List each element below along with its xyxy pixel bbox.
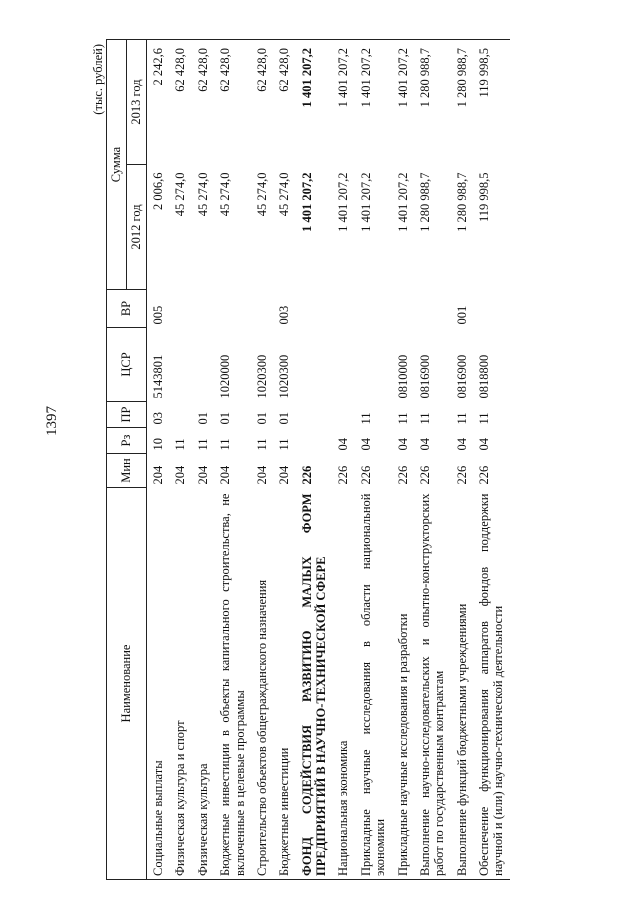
row-2012: 1 401 207,2 xyxy=(336,172,351,232)
row-vr xyxy=(332,290,354,328)
row-vr: 001 xyxy=(454,305,469,325)
row-2013: 62 428,0 xyxy=(214,40,251,165)
row-name: ФОНД СОДЕЙСТВИЯ РАЗВИТИЮ МАЛЫХ ФОРМ ПРЕДПРИЯТИЙ В НАУЧНО-ТЕХНИЧЕСКОЙ СФЕРЕ xyxy=(296,488,333,880)
row-2012: 45 274,0 xyxy=(218,172,233,217)
row-rz: 11 xyxy=(254,438,269,451)
row-csr: 0816900 xyxy=(454,354,469,399)
row-name: Обеспечение функционирования аппаратов фондов поддержки научной и (или) научно-технической деятельности xyxy=(473,488,510,880)
row-2013: 1 280 988,7 xyxy=(414,40,451,165)
row-vr xyxy=(392,290,414,328)
row-csr: 0818800 xyxy=(477,354,491,399)
row-rz: 11 xyxy=(277,438,292,451)
table-row xyxy=(473,40,510,880)
row-csr xyxy=(296,328,333,402)
row-min: 226 xyxy=(395,465,410,485)
page-number: 1397 xyxy=(44,406,60,436)
row-csr: 1020300 xyxy=(277,354,292,399)
row-pr: 01 xyxy=(254,412,269,425)
row-2012: 45 274,0 xyxy=(277,172,292,217)
header-sum: Сумма xyxy=(107,40,127,290)
row-name: Выполнение научно-исследовательских и опытно-конструкторских работ по государственным контрактам xyxy=(414,488,451,880)
row-2013: 1 401 207,2 xyxy=(392,40,414,165)
row-vr xyxy=(214,290,251,328)
row-vr: 003 xyxy=(277,305,292,325)
row-csr: 1020000 xyxy=(218,354,233,399)
row-name: Выполнение функций бюджетными учреждениями xyxy=(451,488,473,880)
row-rz xyxy=(296,428,333,454)
row-rz: 04 xyxy=(358,438,373,451)
row-min: 204 xyxy=(173,465,188,485)
row-pr: 11 xyxy=(477,412,491,425)
row-2013: 1 401 207,2 xyxy=(296,40,333,165)
row-rz: 04 xyxy=(454,438,469,451)
row-2012: 45 274,0 xyxy=(254,172,269,217)
row-rz: 04 xyxy=(417,438,432,451)
row-2013: 62 428,0 xyxy=(169,40,191,165)
row-vr xyxy=(296,290,333,328)
table-row xyxy=(251,40,273,880)
row-2012: 45 274,0 xyxy=(173,172,188,217)
header-name: Наименование xyxy=(107,488,147,880)
table-body xyxy=(147,40,510,880)
header-rz: Рз xyxy=(107,428,147,454)
row-min: 226 xyxy=(336,465,351,485)
row-2012: 1 401 207,2 xyxy=(358,172,373,232)
table-row xyxy=(451,40,473,880)
row-rz: 04 xyxy=(395,438,410,451)
row-min: 204 xyxy=(195,465,210,485)
row-2012: 2 006,6 xyxy=(151,172,165,210)
row-min: 226 xyxy=(299,465,314,485)
row-min: 226 xyxy=(358,465,373,485)
row-name: Строительство объектов общегражданского назначения xyxy=(251,488,273,880)
row-pr: 01 xyxy=(277,412,292,425)
row-name: Физическая культура xyxy=(192,488,214,880)
row-2013: 1 280 988,7 xyxy=(451,40,473,165)
header-min: Мин xyxy=(107,454,147,488)
row-min: 226 xyxy=(477,465,491,485)
row-rz: 11 xyxy=(195,438,210,451)
row-2013: 62 428,0 xyxy=(273,40,295,165)
table-row xyxy=(147,40,170,880)
budget-table xyxy=(106,39,510,880)
row-csr: 0810000 xyxy=(395,354,410,399)
row-csr xyxy=(192,328,214,402)
table-row xyxy=(332,40,354,880)
row-min: 204 xyxy=(277,465,292,485)
row-min: 226 xyxy=(454,465,469,485)
row-pr: 11 xyxy=(358,412,373,425)
rotated-page xyxy=(90,40,560,880)
table-row xyxy=(355,40,392,880)
table-row xyxy=(214,40,251,880)
header-pr: ПР xyxy=(107,402,147,428)
table-row xyxy=(169,40,191,880)
table-row xyxy=(273,40,295,880)
table-row xyxy=(392,40,414,880)
row-csr xyxy=(332,328,354,402)
row-csr: 5143801 xyxy=(151,354,165,399)
row-2012: 1 280 988,7 xyxy=(454,172,469,232)
row-name: Социальные выплаты xyxy=(147,488,170,880)
row-vr xyxy=(355,290,392,328)
row-min: 204 xyxy=(254,465,269,485)
header-2012: 2012 год xyxy=(127,165,147,290)
row-2012: 1 401 207,2 xyxy=(299,172,314,232)
row-2013: 1 401 207,2 xyxy=(332,40,354,165)
header-vr: ВР xyxy=(107,290,147,328)
row-rz: 04 xyxy=(336,438,351,451)
row-csr: 0816900 xyxy=(417,354,432,399)
units-label: (тыс. рублей) xyxy=(91,44,105,115)
row-pr: 11 xyxy=(454,412,469,425)
row-pr xyxy=(169,402,191,428)
table-row xyxy=(296,40,333,880)
table-row xyxy=(192,40,214,880)
row-name: Национальная экономика xyxy=(332,488,354,880)
row-rz: 11 xyxy=(218,438,233,451)
row-2012: 119 998,5 xyxy=(477,172,491,223)
header-csr: ЦСР xyxy=(107,328,147,402)
row-2012: 1 280 988,7 xyxy=(417,172,432,232)
row-2012: 1 401 207,2 xyxy=(395,172,410,232)
row-pr: 03 xyxy=(151,412,165,425)
row-2012: 45 274,0 xyxy=(195,172,210,217)
row-name: Бюджетные инвестиции xyxy=(273,488,295,880)
row-2013: 62 428,0 xyxy=(192,40,214,165)
row-rz: 11 xyxy=(173,438,188,451)
row-pr: 11 xyxy=(417,412,432,425)
row-vr xyxy=(192,290,214,328)
row-vr xyxy=(169,290,191,328)
row-vr xyxy=(473,290,510,328)
row-min: 204 xyxy=(218,465,233,485)
row-2013: 119 998,5 xyxy=(473,40,510,165)
row-vr xyxy=(414,290,451,328)
header-2013: 2013 год xyxy=(127,40,147,165)
row-pr: 01 xyxy=(218,412,233,425)
row-name: Физическая культура и спорт xyxy=(169,488,191,880)
row-csr: 1020300 xyxy=(254,354,269,399)
row-2013: 1 401 207,2 xyxy=(355,40,392,165)
row-pr: 11 xyxy=(395,412,410,425)
row-2013: 2 242,6 xyxy=(147,40,170,165)
row-2013: 62 428,0 xyxy=(251,40,273,165)
row-pr xyxy=(296,402,333,428)
row-name: Прикладные научные исследования в области национальной экономики xyxy=(355,488,392,880)
row-csr xyxy=(169,328,191,402)
row-vr: 005 xyxy=(151,305,165,325)
row-min: 226 xyxy=(417,465,432,485)
row-rz: 04 xyxy=(477,438,491,451)
row-pr: 01 xyxy=(195,412,210,425)
row-rz: 10 xyxy=(151,438,165,451)
row-name: Бюджетные инвестиции в объекты капитального строительства, не включенные в целевые программы xyxy=(214,488,251,880)
row-csr xyxy=(355,328,392,402)
row-min: 204 xyxy=(151,465,165,485)
row-name: Прикладные научные исследования и разработки xyxy=(392,488,414,880)
row-vr xyxy=(251,290,273,328)
table-row xyxy=(414,40,451,880)
row-pr xyxy=(332,402,354,428)
